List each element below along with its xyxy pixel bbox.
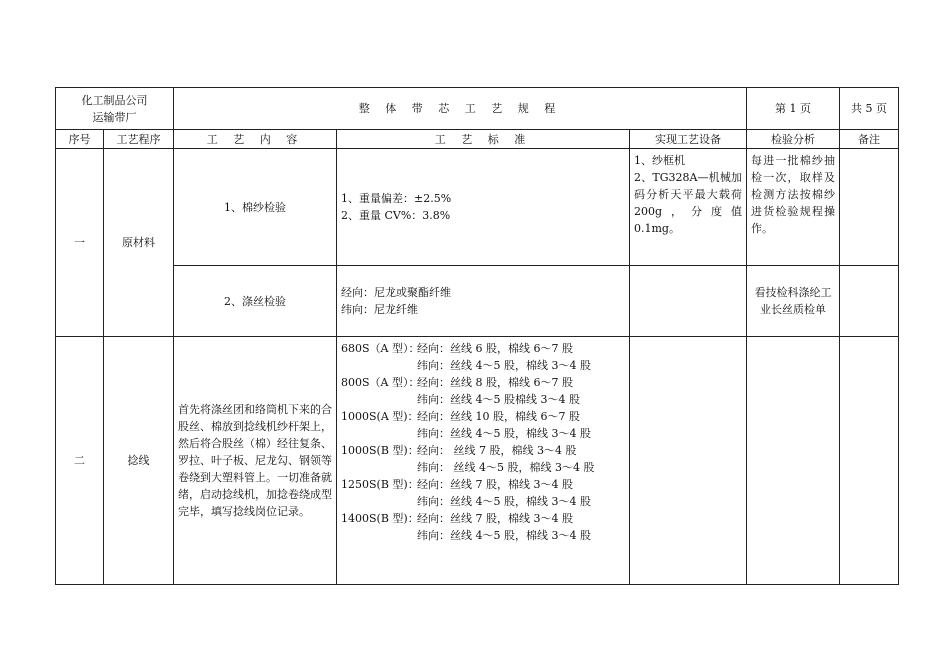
- section2-seq: 二: [56, 337, 104, 585]
- row-polyester-inspection: [56, 266, 899, 337]
- weight-deviation: 1、重量偏差：±2.5%: [341, 192, 452, 205]
- model-label: 680S（A 型）：: [341, 342, 420, 355]
- company-cell: [56, 88, 174, 130]
- weft-spec: 纬向：丝线 4～5 股，棉线 3～4 股: [417, 427, 591, 440]
- model-label: 1000S(B 型)：: [341, 444, 419, 457]
- col-standard: 工 艺 标 准: [337, 130, 630, 149]
- warp-fiber: 经向：尼龙或聚酯纤维: [341, 286, 451, 299]
- col-procedure: 工艺程序: [104, 130, 174, 149]
- col-seq: 序号: [56, 130, 104, 149]
- twisting-inspection: [747, 337, 840, 585]
- model-label: 1250S(B 型)：: [341, 478, 419, 491]
- warp-spec: 经向：丝线 10 股，棉线 6～7 股: [417, 410, 580, 423]
- twisting-remarks: [840, 337, 899, 585]
- warp-spec: 经向：丝线 7 股，棉线 3～4 股: [417, 512, 573, 525]
- warp-spec: 经向：丝线 7 股，棉线 3～4 股: [417, 478, 573, 491]
- section1-procedure: 原材料: [104, 149, 174, 337]
- factory-name: 运输带厂: [92, 110, 137, 124]
- column-header-row: [56, 130, 899, 149]
- row-cotton-inspection: [56, 149, 899, 266]
- standard-entry: [341, 340, 625, 374]
- standard-entry: [341, 510, 625, 544]
- twisting-standard: [337, 337, 630, 585]
- polyester-inspection-method: 看技检科涤纶工业长丝质检单: [747, 266, 840, 337]
- model-label: 800S（A 型）：: [341, 376, 420, 389]
- col-remarks: 备注: [840, 130, 899, 149]
- standard-entry: [341, 476, 625, 510]
- weft-spec: 纬向：丝线 4～5 股，棉线 3～4 股: [417, 495, 591, 508]
- standard-entry: [341, 408, 625, 442]
- warp-spec: 经向：丝线 6 股，棉线 6～7 股: [417, 342, 573, 355]
- col-inspection: 检验分析: [747, 130, 840, 149]
- header-row: [56, 88, 899, 130]
- standard-entry: [341, 442, 625, 476]
- page-number: 第 1 页: [747, 88, 840, 130]
- standard-entry: [341, 374, 625, 408]
- cotton-inspection-equipment: 1、纱框机 2、TG328A—机械加码分析天平最大载荷 200g，分度值 0.1mg。: [630, 149, 747, 266]
- cotton-inspection-standard: [337, 149, 630, 266]
- polyester-inspection-equipment: [630, 266, 747, 337]
- warp-spec: 经向： 丝线 7 股，棉线 3～4 股: [417, 444, 577, 457]
- page-total: 共 5 页: [840, 88, 899, 130]
- col-content: 工 艺 内 容: [174, 130, 337, 149]
- weft-spec: 纬向：丝线 4～5 股，棉线 3～4 股: [417, 529, 591, 542]
- weft-spec: 纬向： 丝线 4～5 股，棉线 3～4 股: [417, 461, 595, 474]
- warp-spec: 经向：丝线 8 股，棉线 6～7 股: [417, 376, 573, 389]
- polyester-inspection-remarks: [840, 266, 899, 337]
- company-name: 化工制品公司: [81, 93, 148, 107]
- model-label: 1400S(B 型)：: [341, 512, 419, 525]
- weft-spec: 纬向：丝线 4～5 股，棉线 3～4 股: [417, 359, 591, 372]
- row-twisting: [56, 337, 899, 585]
- weft-spec: 纬向：丝线 4～5 股棉线 3～4 股: [417, 393, 580, 406]
- process-spec-table: [55, 87, 899, 585]
- cotton-inspection-remarks: [840, 149, 899, 266]
- section1-seq: 一: [56, 149, 104, 337]
- polyester-inspection-standard: [337, 266, 630, 337]
- weight-cv: 2、重量 CV%：3.8%: [341, 209, 451, 222]
- twisting-content: 首先将涤丝团和络筒机下来的合股丝、棉放到捻线机纱杆架上，然后将合股丝（棉）经往复条、罗拉、叶子板、尼龙勾、钢领等卷绕到大塑料管上。一切准备就绪，启动捻线机，加捻卷绕成型完毕，填写捻线岗位记录。: [174, 337, 337, 585]
- weft-fiber: 纬向：尼龙纤维: [341, 303, 418, 316]
- section2-procedure: 捻线: [104, 337, 174, 585]
- cotton-inspection-content: 1、棉纱检验: [174, 149, 337, 266]
- cotton-inspection-method: 每进一批棉纱抽检一次，取样及检测方法按棉纱进货检验规程操作。: [747, 149, 840, 266]
- model-label: 1000S(A 型)：: [341, 410, 419, 423]
- twisting-equipment: [630, 337, 747, 585]
- polyester-inspection-content: 2、涤丝检验: [174, 266, 337, 337]
- document-title: 整 体 带 芯 工 艺 规 程: [174, 88, 747, 130]
- col-equipment: 实现工艺设备: [630, 130, 747, 149]
